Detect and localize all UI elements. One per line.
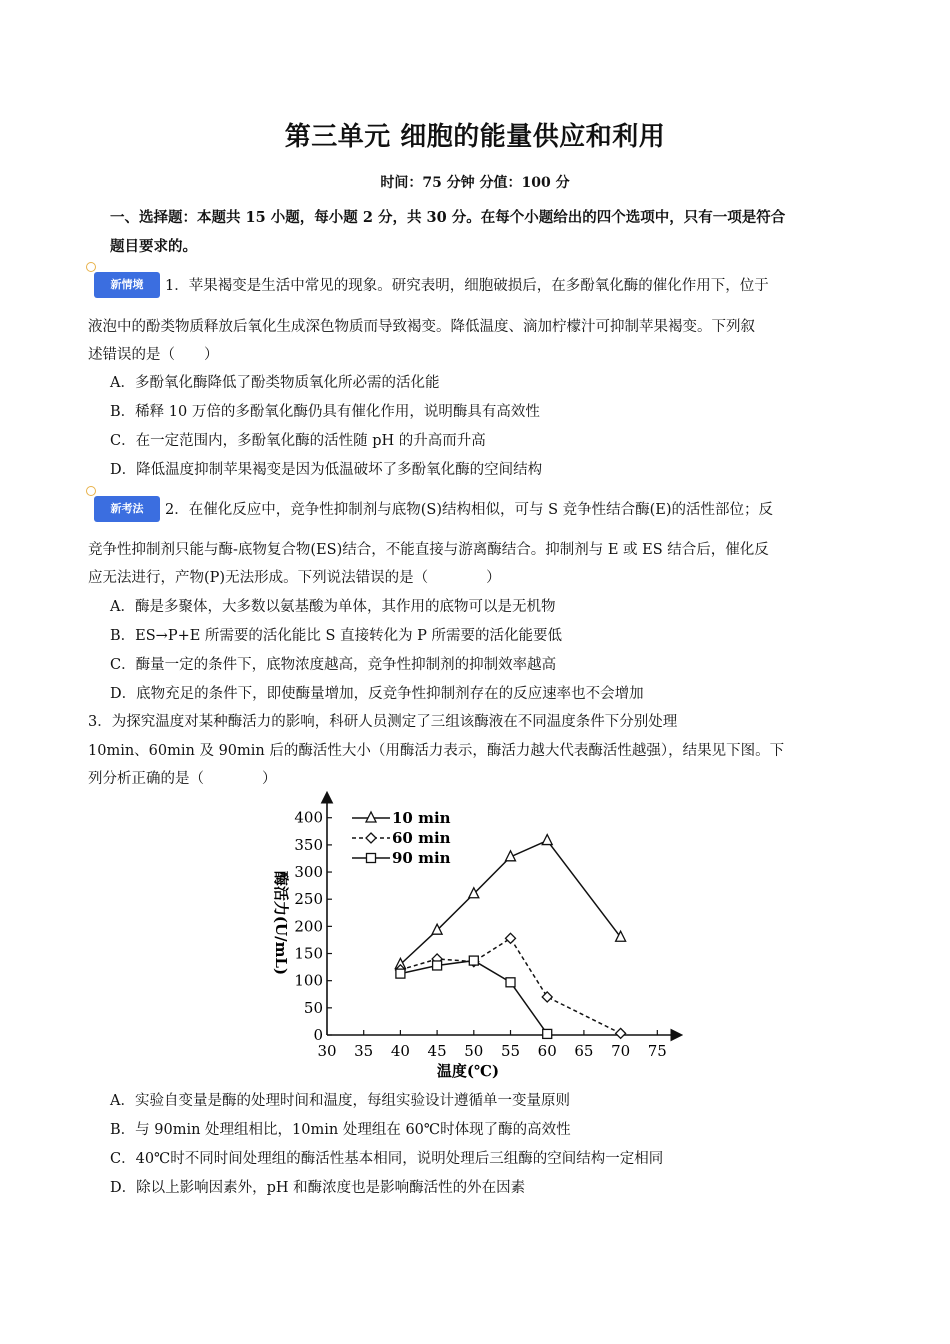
legend-label: 60 min <box>392 829 451 847</box>
square-marker <box>469 956 478 965</box>
section-heading-line: 一、选择题：本题共 15 小题，每小题 2 分，共 30 分。在每个小题给出的四个选项中，只有一项是符合 <box>110 209 786 226</box>
y-tick-label: 50 <box>303 998 323 1017</box>
section-heading <box>110 203 870 261</box>
question-3-option-c: C．40℃时不同时间处理组的酶活性基本相同，说明处理后三组酶的空间结构一定相同 <box>110 1151 664 1167</box>
x-tick-label: 55 <box>500 1042 521 1060</box>
question-3-stem: 3．为探究温度对某种酶活力的影响，科研人员测定了三组该酶液在不同温度条件下分别处理 <box>88 714 678 730</box>
question-2-stem: 2．在催化反应中，竞争性抑制剂与底物(S)结构相似，可与 S 竞争性结合酶(E)的活性部位；反 <box>165 502 774 518</box>
diamond-marker <box>542 992 552 1002</box>
y-axis-label: 酶活力(U/mL) <box>272 870 290 976</box>
question-3-stem: 列分析正确的是（ ） <box>88 771 277 787</box>
diamond-marker <box>616 1028 626 1038</box>
question-1-stem: 1．苹果褐变是生活中常见的现象。研究表明，细胞破损后，在多酚氧化酶的催化作用下，位于 <box>165 278 769 294</box>
diamond-marker <box>366 833 376 843</box>
x-axis-label: 温度(℃) <box>436 1062 500 1080</box>
y-tick-label: 350 <box>294 835 323 854</box>
section-heading-line: 题目要求的。 <box>110 238 197 255</box>
question-2-stem: 竞争性抑制剂只能与酶-底物复合物(ES)结合，不能直接与游离酶结合。抑制剂与 E 或 ES 结合后，催化反 <box>88 542 769 558</box>
y-tick-label: 150 <box>294 944 323 963</box>
square-marker <box>396 969 405 978</box>
series-2 <box>396 956 552 1038</box>
question-2-option-d: D．底物充足的条件下，即使酶量增加，反竞争性抑制剂存在的反应速率也不会增加 <box>110 686 644 702</box>
question-2-option-c: C．酶量一定的条件下，底物浓度越高，竞争性抑制剂的抑制效率越高 <box>110 657 557 673</box>
question-2-stem: 应无法进行，产物(P)无法形成。下列说法错误的是（ ） <box>88 570 501 586</box>
question-1-option-c: C．在一定范围内，多酚氧化酶的活性随 pH 的升高而升高 <box>110 433 486 449</box>
y-tick-label: 200 <box>294 917 323 936</box>
y-tick-label: 400 <box>294 808 323 827</box>
x-tick-label: 30 <box>317 1042 337 1060</box>
y-tick-label: 250 <box>294 890 323 909</box>
question-1-option-a: A．多酚氧化酶降低了酚类物质氧化所必需的活化能 <box>110 375 440 391</box>
question-3-option-a: A．实验自变量是酶的处理时间和温度，每组实验设计遵循单一变量原则 <box>110 1093 570 1109</box>
question-1-stem: 述错误的是（ ） <box>88 347 219 363</box>
badge-new-method: 新考法 <box>94 496 160 522</box>
square-marker <box>543 1029 552 1038</box>
question-1-option-b: B．稀释 10 万倍的多酚氧化酶仍具有催化作用，说明酶具有高效性 <box>110 404 540 420</box>
question-3-option-b: B．与 90min 处理组相比，10min 处理组在 60℃时体现了酶的高效性 <box>110 1122 571 1138</box>
y-tick-label: 0 <box>313 1026 323 1044</box>
x-tick-label: 45 <box>427 1042 447 1060</box>
legend-label: 90 min <box>392 849 451 867</box>
square-marker <box>367 854 376 863</box>
question-1-option-d: D．降低温度抑制苹果褐变是因为低温破坏了多酚氧化酶的空间结构 <box>110 462 543 478</box>
triangle-marker <box>366 812 376 822</box>
x-tick-label: 35 <box>354 1042 374 1060</box>
enzyme-activity-chart <box>260 788 690 1083</box>
x-tick-label: 75 <box>647 1042 667 1060</box>
series-line <box>400 961 547 1034</box>
badge-dot-icon <box>86 262 96 272</box>
question-3-stem: 10min、60min 及 90min 后的酶活性大小（用酶活力表示，酶活力越大代表酶活性越强），结果见下图。下 <box>88 743 785 759</box>
question-1-stem: 液泡中的酚类物质释放后氧化生成深色物质而导致褐变。降低温度、滴加柠檬汁可抑制苹果褐变。下列叙 <box>88 319 755 335</box>
exam-meta: 时间：75 分钟 分值：100 分 <box>380 175 570 191</box>
badge-new-context: 新情境 <box>94 272 160 298</box>
question-3-option-d: D．除以上影响因素外，pH 和酶浓度也是影响酶活性的外在因素 <box>110 1180 526 1196</box>
legend-label: 10 min <box>392 809 451 827</box>
x-tick-label: 40 <box>390 1042 410 1060</box>
badge-dot-icon <box>86 486 96 496</box>
square-marker <box>433 961 442 970</box>
y-tick-label: 300 <box>294 863 323 882</box>
x-tick-label: 70 <box>611 1042 631 1060</box>
triangle-marker <box>542 835 552 845</box>
x-tick-label: 65 <box>574 1042 594 1060</box>
x-tick-label: 60 <box>537 1042 557 1060</box>
diamond-marker <box>506 933 516 943</box>
question-2-option-b: B．ES→P+E 所需要的活化能比 S 直接转化为 P 所需要的活化能要低 <box>110 628 563 644</box>
square-marker <box>506 978 515 987</box>
y-tick-label: 100 <box>294 971 323 990</box>
question-2-option-a: A．酶是多聚体，大多数以氨基酸为单体，其作用的底物可以是无机物 <box>110 599 556 615</box>
page-title: 第三单元 细胞的能量供应和利用 <box>284 122 666 152</box>
x-tick-label: 50 <box>464 1042 484 1060</box>
